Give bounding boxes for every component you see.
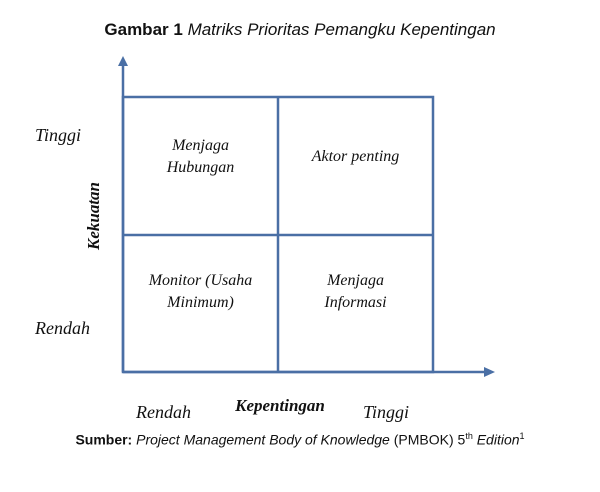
quadrant-top-left-line-1: Menjaga xyxy=(172,137,229,154)
y-axis-low-label: Rendah xyxy=(35,318,90,338)
quadrant-bottom-left-line-1: Monitor (Usaha xyxy=(148,272,253,289)
figure-caption: Matriks Prioritas Pemangku Kepentingan xyxy=(187,20,496,39)
x-axis-arrowhead xyxy=(484,367,495,377)
source-edition: Edition xyxy=(476,431,520,448)
quadrant-bottom-left-line-2: Minimum) xyxy=(167,294,234,311)
source-footnote-marker: 1 xyxy=(519,431,525,441)
quadrant-top-right xyxy=(278,146,433,168)
x-axis-high-label: Tinggi xyxy=(363,402,410,422)
figure-number: Gambar 1 xyxy=(104,20,183,39)
quadrant-bottom-right-line-2: Informasi xyxy=(324,294,387,311)
source-superscript: th xyxy=(465,431,473,441)
quadrant-bottom-right xyxy=(278,270,433,314)
quadrant-top-left xyxy=(123,135,278,179)
y-axis-title: Kekuatan xyxy=(84,181,103,251)
quadrant-bottom-right-line-1: Menjaga xyxy=(327,272,384,289)
source-note xyxy=(0,431,600,448)
source-title: Project Management Body of Knowledge xyxy=(136,431,390,448)
quadrant-bottom-left xyxy=(123,270,278,314)
x-axis-low-label: Rendah xyxy=(136,402,191,422)
source-lead: Sumber: xyxy=(75,431,133,448)
source-middle: (PMBOK) 5 xyxy=(393,431,466,448)
quadrant-top-left-line-2: Hubungan xyxy=(166,159,235,176)
y-axis-high-label: Tinggi xyxy=(35,125,82,145)
x-axis-title: Kepentingan xyxy=(235,396,325,415)
quadrant-top-right-line-1: Aktor penting xyxy=(311,148,400,165)
y-axis-arrowhead xyxy=(118,56,128,66)
